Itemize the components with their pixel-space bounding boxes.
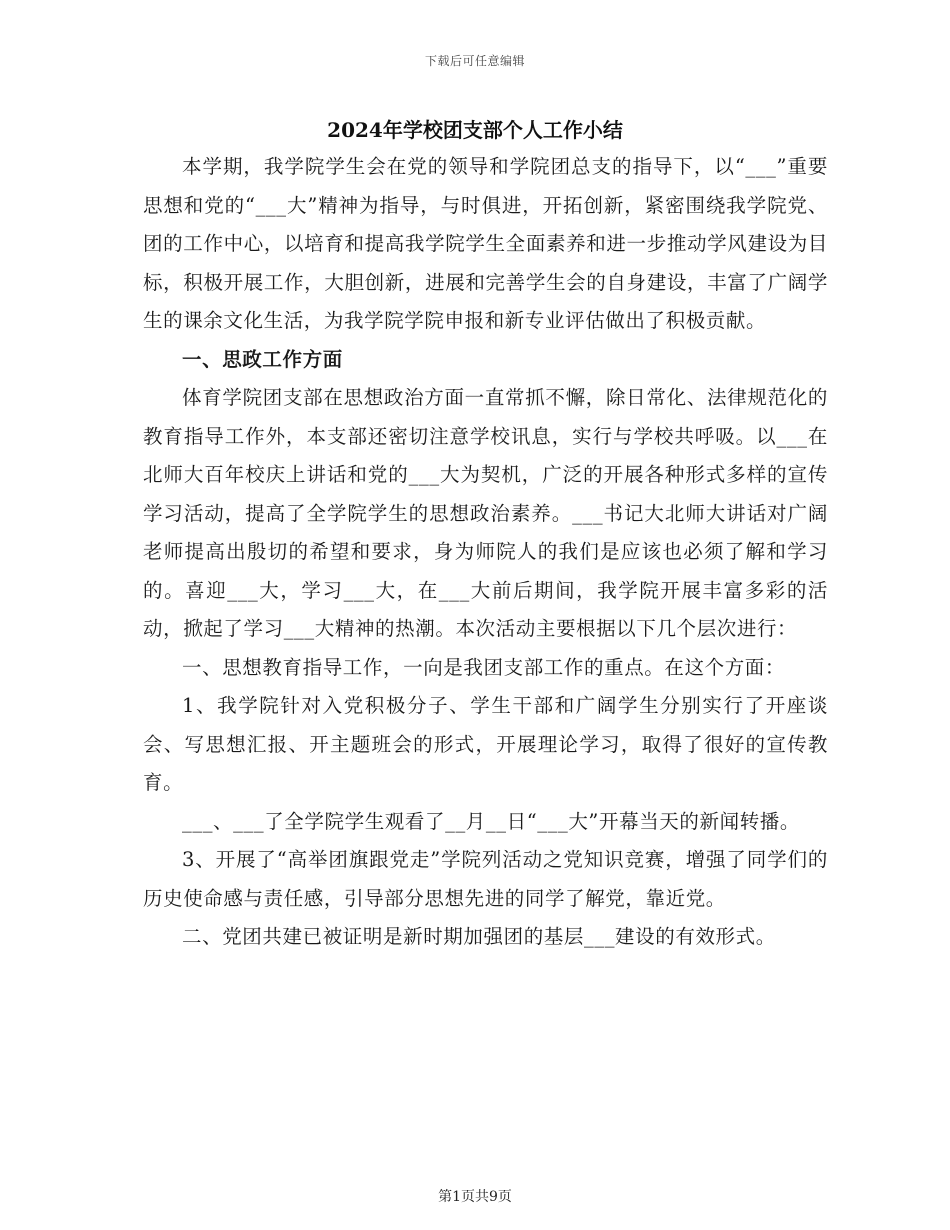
list-item: ___、___了全学院学生观看了__月__日“___大”开幕当天的新闻转播。 bbox=[182, 809, 800, 833]
document-title: 2024年学校团支部个人工作小结 bbox=[327, 118, 623, 142]
document-body bbox=[143, 148, 828, 957]
body-paragraph: 体育学院团支部在思想政治方面一直常抓不懈，除日常化、法律规范化的教育指导工作外，本支部还密切注意学校讯息，实行与学校共呼吸。以___在北师大百年校庆上讲话和党的___大为契机，广泛的开展各种形式多样的宣传学习活动，提高了全学院学生的思想政治素养。___书记大北师大讲话对广阔老师提高出殷切的希望和要求，身为师院人的我们是应该也必须了解和学习的。喜迎___大，学习___大，在___大前后期间，我学院开展丰富多彩的活动，掀起了学习___大精神的热潮。本次活动主要根据以下几个层次进行： bbox=[143, 386, 828, 640]
list-item: 3、开展了“高举团旗跟党走”学院列活动之党知识竞赛，增强了同学们的历史使命感与责任感，引导部分思想先进的同学了解党，靠近党。 bbox=[143, 848, 828, 910]
body-paragraph: 二、党团共建已被证明是新时期加强团的基层___建设的有效形式。 bbox=[182, 925, 776, 948]
section-heading: 一、思政工作方面 bbox=[182, 347, 343, 371]
body-paragraph: 一、思想教育指导工作，一向是我团支部工作的重点。在这个方面： bbox=[182, 655, 786, 679]
list-item: 1、我学院针对入党积极分子、学生干部和广阔学生分别实行了开座谈会、写思想汇报、开主题班会的形式，开展理论学习，取得了很好的宣传教育。 bbox=[143, 694, 828, 794]
intro-paragraph: 本学期，我学院学生会在党的领导和学院团总支的指导下，以“___”重要思想和党的“___大”精神为指导，与时俱进，开拓创新，紧密围绕我学院党、团的工作中心，以培育和提高我学院学生全面素养和进一步推动学风建设为目标，积极开展工作，大胆创新，进展和完善学生会的自身建设，丰富了广阔学生的课余文化生活，为我学院学院申报和新专业评估做出了积极贡献。 bbox=[143, 155, 828, 332]
page-number: 第1页共9页 bbox=[438, 1189, 512, 1205]
header-note: 下载后可任意编辑 bbox=[424, 54, 525, 68]
